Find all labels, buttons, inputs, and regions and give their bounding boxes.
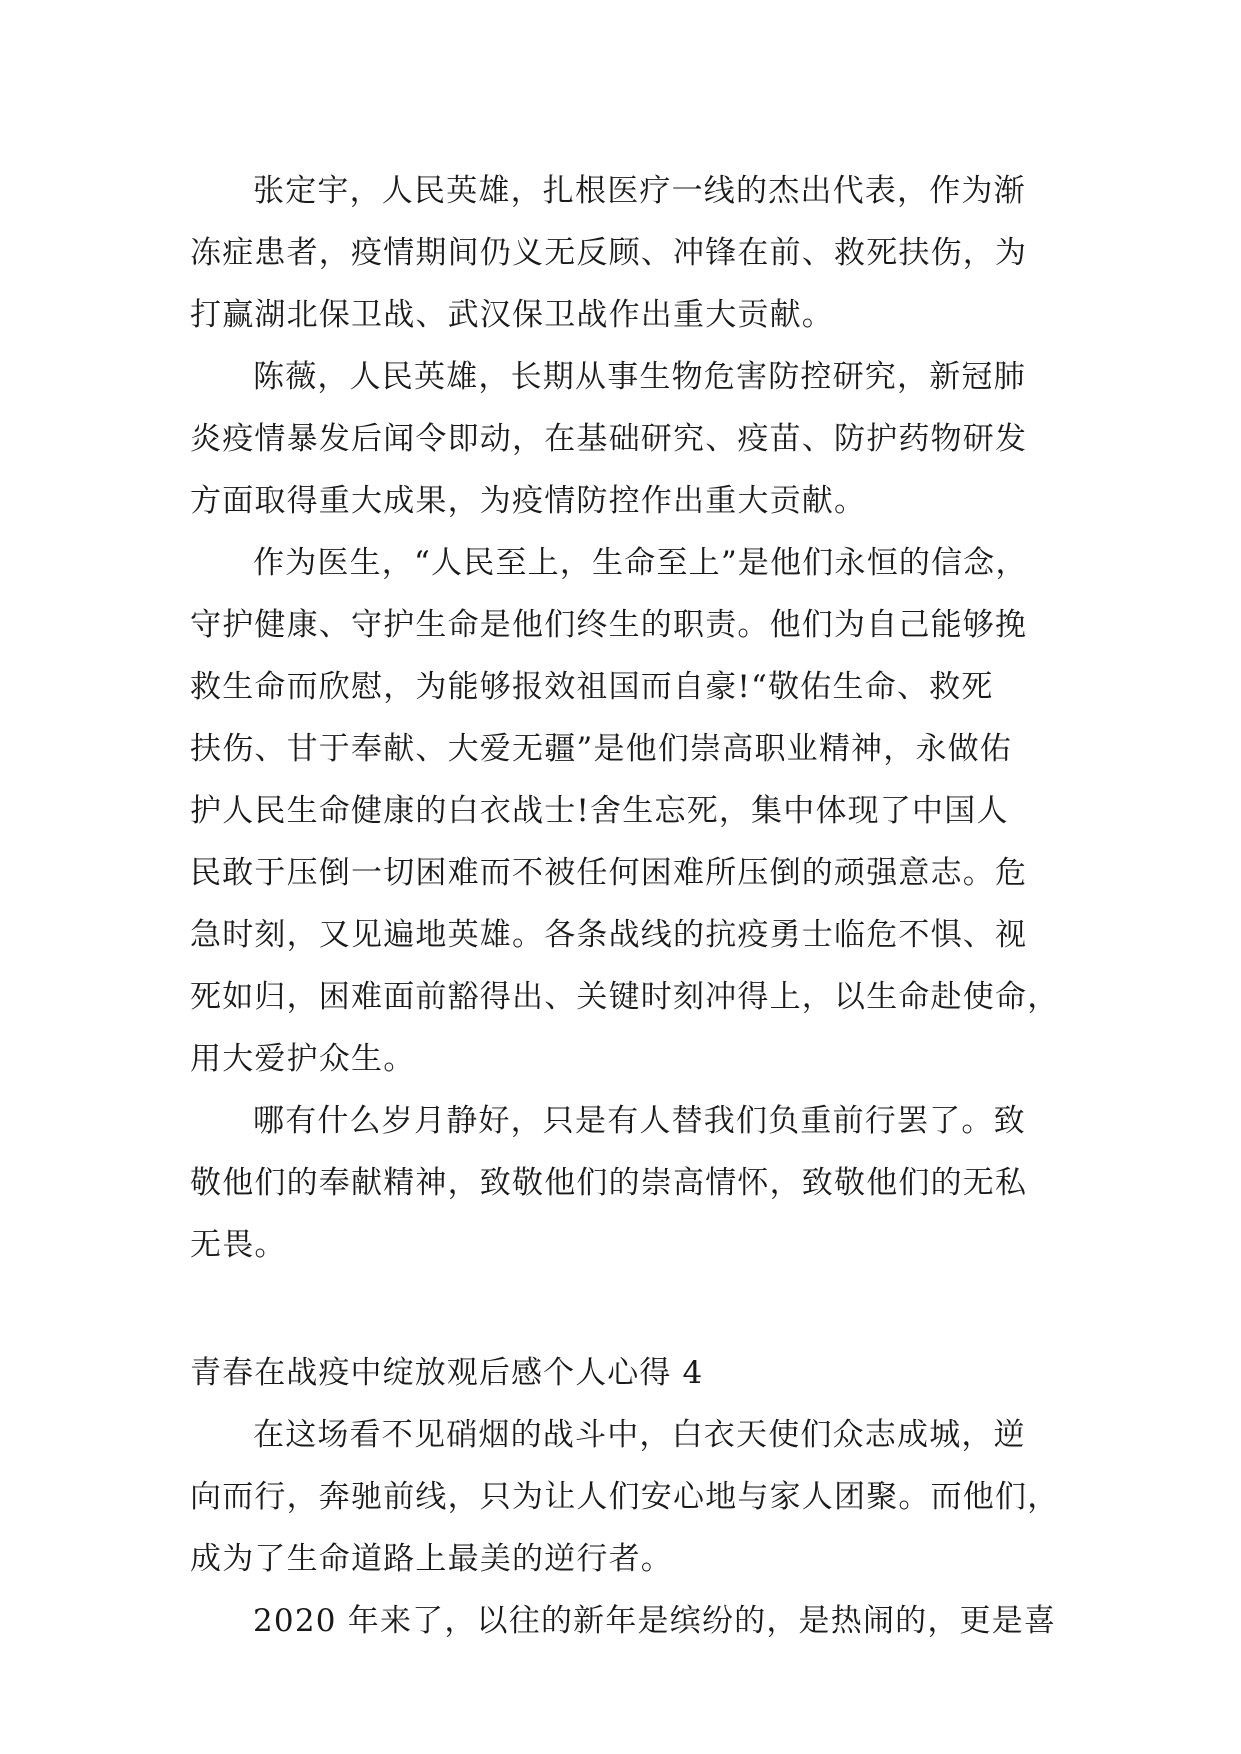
paragraph-chen-wei <box>190 346 1055 532</box>
text-line: 在这场看不见硝烟的战斗中，白衣天使们众志成城，逆 <box>253 1417 1026 1453</box>
text-line: 成为了生命道路上最美的逆行者。 <box>190 1541 673 1577</box>
text-line: 护人民生命健康的白衣战士!舍生忘死，集中体现了中国人 <box>190 793 1009 829</box>
section-heading <box>190 1342 1055 1404</box>
paragraph-doctors <box>190 532 1060 1090</box>
section-spacer <box>190 1276 1055 1342</box>
text-line: 向而行，奔驰前线，只为让人们安心地与家人团聚。而他们， <box>190 1479 1060 1515</box>
paragraph-zhang-dingyu <box>190 160 1055 346</box>
text-line: 炎疫情暴发后闻令即动，在基础研究、疫苗、防护药物研发 <box>190 421 1028 457</box>
document-body <box>190 160 1060 1652</box>
paragraph-tribute <box>190 1090 1055 1276</box>
text-line: 敬他们的奉献精神，致敬他们的崇高情怀，致敬他们的无私 <box>190 1165 1028 1201</box>
text-line: 急时刻，又见遍地英雄。各条战线的抗疫勇士临危不惧、视 <box>190 917 1028 953</box>
text-line: 救生命而欣慰，为能够报效祖国而自豪!“敬佑生命、救死 <box>190 669 994 705</box>
text-line: 守护健康、守护生命是他们终生的职责。他们为自己能够挽 <box>190 607 1028 643</box>
text-line: 死如归，困难面前豁得出、关键时刻冲得上，以生命赴使命， <box>190 979 1060 1015</box>
text-line: 陈薇，人民英雄，长期从事生物危害防控研究，新冠肺 <box>253 359 1026 395</box>
text-line: 扶伤、甘于奉献、大爱无疆”是他们崇高职业精神，永做佑 <box>190 731 1013 767</box>
text-line: 用大爱护众生。 <box>190 1041 416 1077</box>
paragraph-invisible-battle <box>190 1404 1060 1590</box>
text-line: 冻症患者，疫情期间仍义无反顾、冲锋在前、救死扶伤，为 <box>190 235 1028 271</box>
text-line: 2020 年来了，以往的新年是缤纷的，是热闹的，更是喜 <box>253 1603 1057 1639</box>
text-line: 作为医生，“人民至上，生命至上”是他们永恒的信念， <box>253 545 1028 581</box>
paragraph-2020 <box>190 1590 1055 1652</box>
heading-text: 青春在战疫中绽放观后感个人心得 4 <box>190 1355 704 1391</box>
text-line: 民敢于压倒一切困难而不被任何困难所压倒的顽强意志。危 <box>190 855 1028 891</box>
text-line: 张定宇，人民英雄，扎根医疗一线的杰出代表，作为渐 <box>253 173 1026 209</box>
text-line: 哪有什么岁月静好，只是有人替我们负重前行罢了。致 <box>253 1103 1026 1139</box>
text-line: 打赢湖北保卫战、武汉保卫战作出重大贡献。 <box>190 297 834 333</box>
text-line: 无畏。 <box>190 1227 287 1263</box>
text-line: 方面取得重大成果，为疫情防控作出重大贡献。 <box>190 483 867 519</box>
